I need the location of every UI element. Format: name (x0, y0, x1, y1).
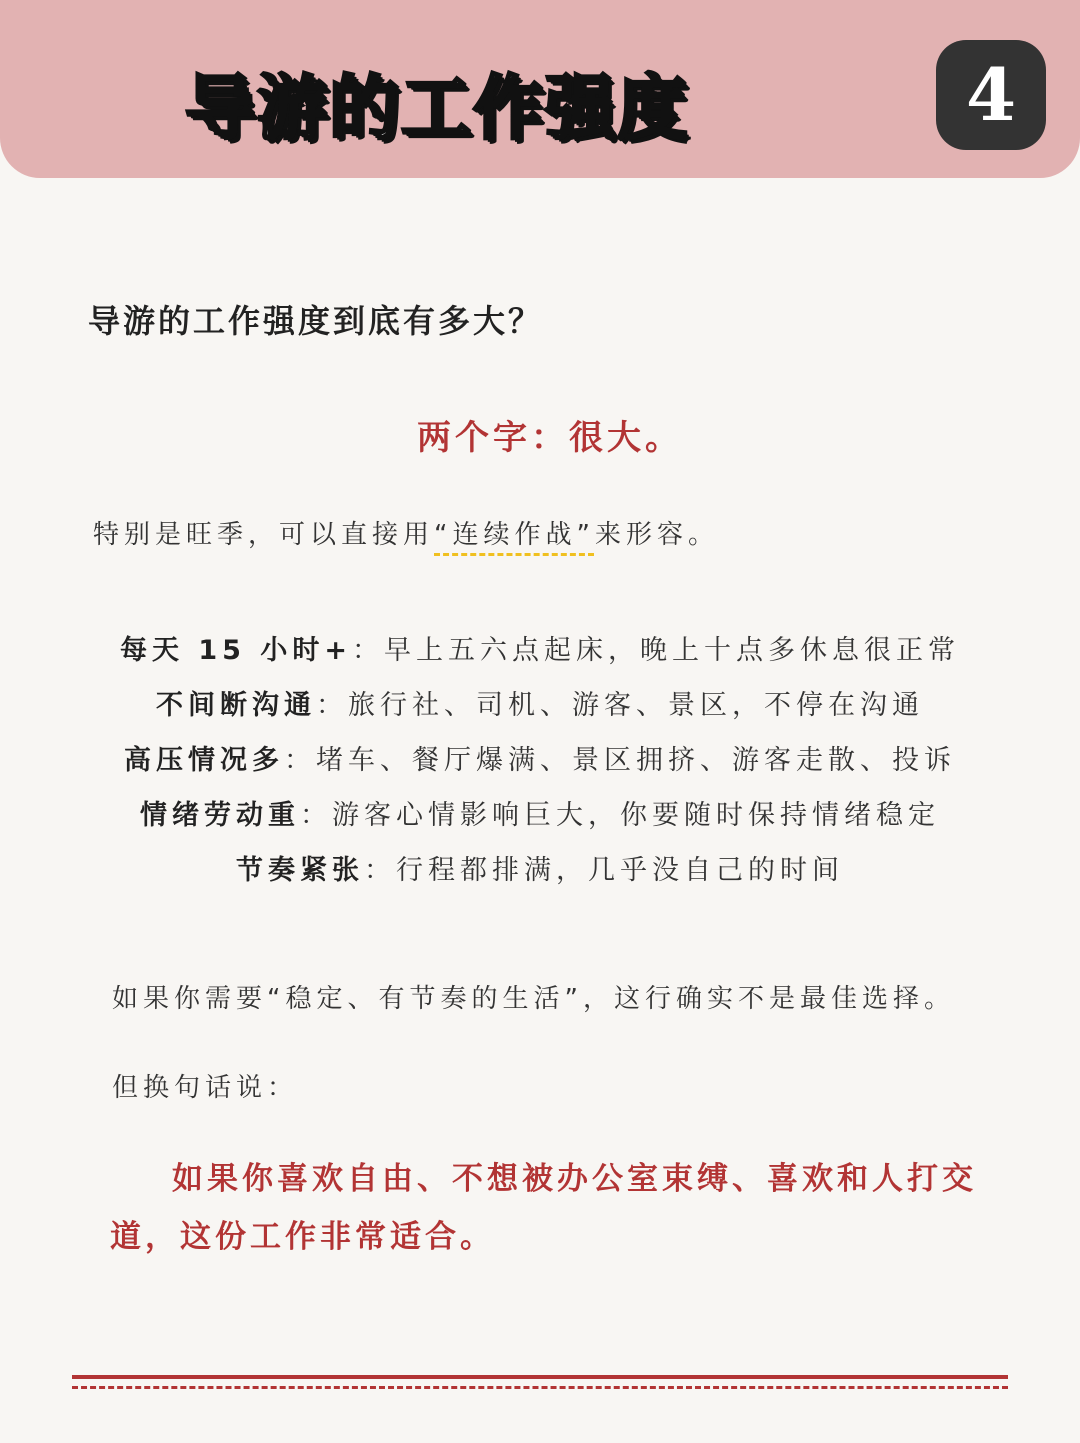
footer-divider-dashed (72, 1386, 1008, 1389)
intro-highlight: “连续作战” (434, 520, 595, 550)
header-banner (0, 0, 1080, 178)
list-item (0, 683, 1080, 738)
footer-divider-solid (72, 1375, 1008, 1379)
intro-paragraph (93, 514, 719, 551)
conclusion-paragraph: 如果你喜欢自由、不想被办公室束缚、喜欢和人打交道，这份工作非常适合。 (110, 1161, 977, 1255)
list-item-key: 情绪劳动重 (140, 800, 300, 831)
list-item (0, 848, 1080, 903)
list-item-value: ：游客心情影响巨大，你要随时保持情绪稳定 (300, 800, 940, 831)
answer-highlight: 两个字：很大。 (417, 418, 683, 458)
transition-paragraph: 但换句话说： (112, 1073, 299, 1103)
intro-prefix: 特别是旺季，可以直接用 (93, 520, 435, 550)
list-item-key: 不间断沟通 (156, 690, 316, 721)
intro-suffix: 来形容。 (594, 520, 719, 550)
stability-paragraph: 如果你需要“稳定、有节奏的生活”，这行确实不是最佳选择。 (112, 984, 955, 1014)
list-item-value: ：旅行社、司机、游客、景区，不停在沟通 (316, 690, 924, 721)
list-item-key: 每天 15 小时+ (120, 635, 352, 666)
list-item (0, 628, 1080, 683)
page-number-badge: 4 (936, 40, 1046, 150)
list-item (0, 793, 1080, 848)
list-item-value: ：行程都排满，几乎没自己的时间 (364, 855, 844, 886)
list-item-key: 节奏紧张 (236, 855, 364, 886)
section-question: 导游的工作强度到底有多大？ (88, 302, 544, 340)
list-item (0, 738, 1080, 793)
intensity-list (0, 628, 1080, 903)
page-title: 导游的工作强度 (185, 67, 689, 149)
list-item-value: ：堵车、餐厅爆满、景区拥挤、游客走散、投诉 (284, 745, 956, 776)
list-item-key: 高压情况多 (124, 745, 284, 776)
list-item-value: ：早上五六点起床，晚上十点多休息很正常 (352, 635, 960, 666)
